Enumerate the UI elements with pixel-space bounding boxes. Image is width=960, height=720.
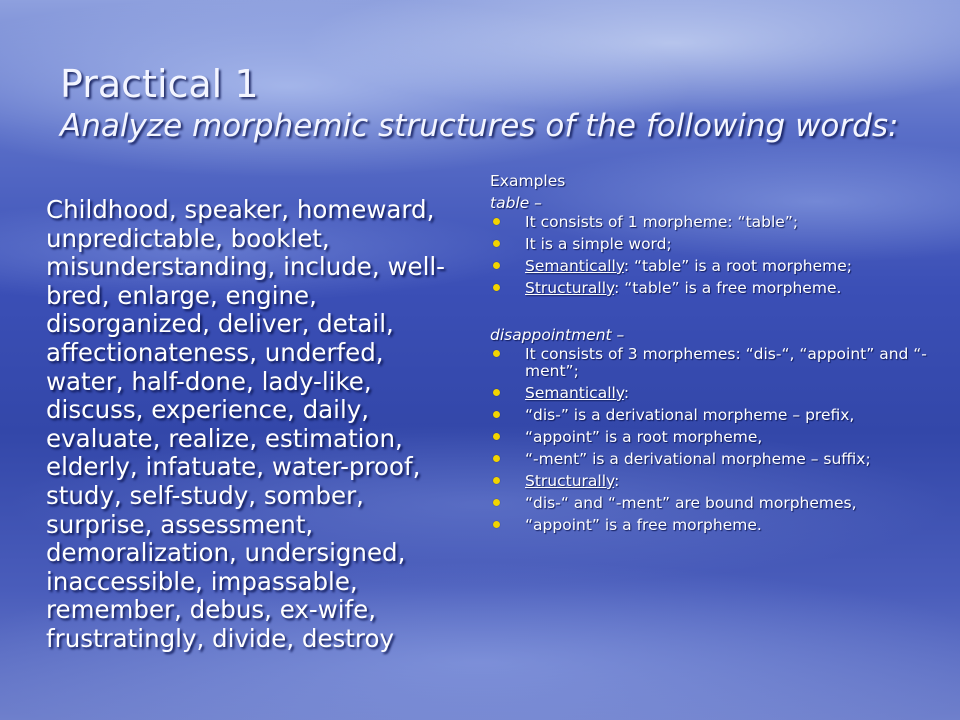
bullet-icon [493, 389, 500, 396]
list-item: It is a simple word; [490, 236, 940, 253]
slide-subtitle: Analyze morphemic structures of the following words: [60, 108, 899, 144]
examples-heading: Examples [490, 172, 566, 190]
example-table-list [490, 214, 940, 297]
example-word-table: table – [490, 194, 542, 212]
example-word-disappointment: disappointment – [490, 326, 625, 344]
list-item: “appoint” is a free morpheme. [490, 517, 940, 534]
bullet-icon [493, 521, 500, 528]
bullet-icon [493, 284, 500, 291]
bullet-icon [493, 477, 500, 484]
list-item: Structurally: “table” is a free morpheme. [490, 280, 940, 297]
bullet-icon [493, 262, 500, 269]
word-list: Childhood, speaker, homeward, unpredictable, booklet, misunderstanding, include, well-bred, enlarge, engine, disorganized, deliver, detail, affectionateness, underfed, water, half-done, lady-like, discuss, experience, daily, evaluate, realize, estimation, elderly, infatuate, water-proof, study, self-study, somber, surprise, assessment, demoralization, undersigned, inaccessible, impassable, remember, debus, ex-wife, frustratingly, divide, destroy [46, 195, 446, 653]
list-item: “appoint” is a root morpheme, [490, 429, 940, 446]
list-item: Semantically: “table” is a root morpheme; [490, 258, 940, 275]
list-item: It consists of 1 morpheme: “table”; [490, 214, 940, 231]
list-item: “dis-” is a derivational morpheme – prefix, [490, 407, 940, 424]
list-item: “dis-“ and “-ment” are bound morphemes, [490, 495, 940, 512]
list-item: It consists of 3 morphemes: “dis-“, “appoint” and “-ment”; [490, 346, 940, 380]
bullet-icon [493, 433, 500, 440]
bullet-icon [493, 455, 500, 462]
bullet-icon [493, 350, 500, 357]
bullet-icon [493, 499, 500, 506]
example-disappointment-list [490, 346, 940, 534]
bullet-icon [493, 240, 500, 247]
examples-panel [490, 170, 940, 539]
list-item: Structurally: [490, 473, 940, 490]
slide-title: Practical 1 [60, 62, 259, 106]
bullet-icon [493, 218, 500, 225]
slide-title-block [60, 62, 920, 146]
bullet-icon [493, 411, 500, 418]
list-item: “-ment” is a derivational morpheme – suffix; [490, 451, 940, 468]
list-item: Semantically: [490, 385, 940, 402]
